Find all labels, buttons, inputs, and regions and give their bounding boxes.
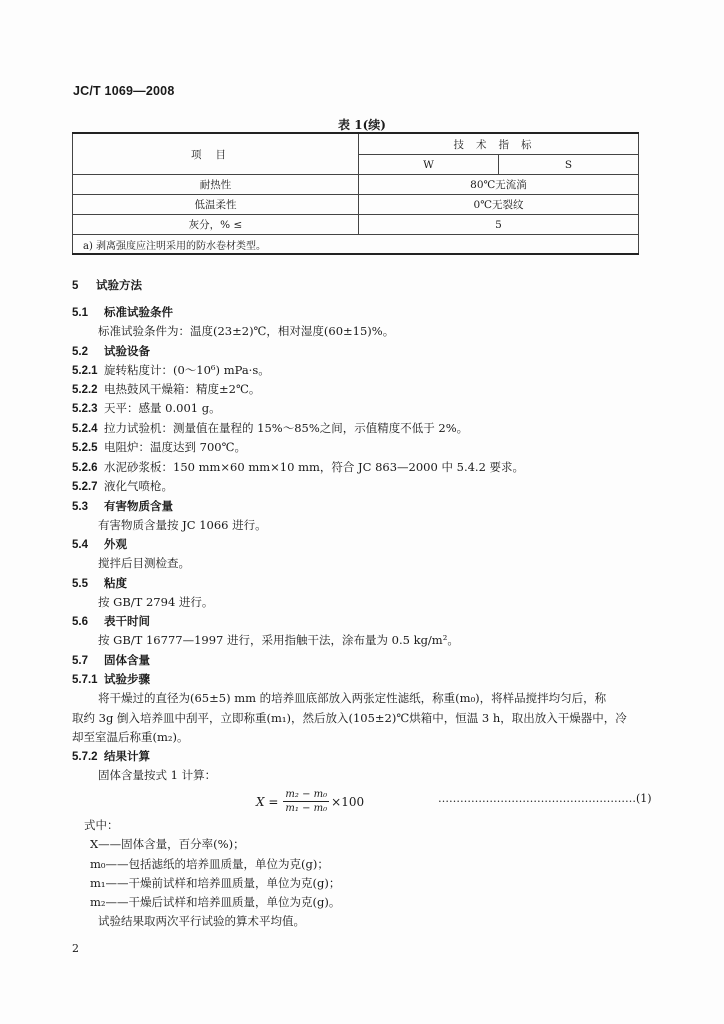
spec-table xyxy=(72,132,639,255)
section-heading: 5.6 表干时间 xyxy=(72,614,150,628)
subsection-item: 5.2.3 天平：感量 0.001 g。 xyxy=(72,401,221,415)
table-row xyxy=(73,215,639,235)
formula-fraction: $\frac{\text{m₂ − m₀}}{\text{m₁ − m₀}}$ xyxy=(285,789,328,814)
paragraph: 固体含量按式 1 计算： xyxy=(98,768,217,782)
row-item: 耐热性 xyxy=(73,175,359,195)
definition-line: m₀——包括滤纸的培养皿质量，单位为克(g)； xyxy=(90,857,329,871)
section-heading: 5.7.1 试验步骤 xyxy=(72,672,150,686)
item-header: 项目 xyxy=(73,133,359,175)
col-w-header: W xyxy=(358,155,498,175)
paragraph: 搅拌后目测检查。 xyxy=(98,556,190,570)
col-s-header: S xyxy=(498,155,638,175)
row-value: 0℃无裂纹 xyxy=(358,195,638,215)
section-heading: 5.5 粘度 xyxy=(72,576,127,590)
row-value: 5 xyxy=(358,215,638,235)
section-heading: 5.7.2 结果计算 xyxy=(72,749,150,763)
subsection-item: 5.2.1 旋转粘度计：(0～10⁶) mPa·s。 xyxy=(72,363,270,377)
table-caption: 表 1(续) xyxy=(338,118,386,132)
page-number: 2 xyxy=(72,942,79,955)
subsection-item: 5.2.7 液化气喷枪。 xyxy=(72,479,173,493)
formula-number: ………………………………………………(1) xyxy=(438,792,652,805)
paragraph-line: 却至室温后称重(m₂)。 xyxy=(72,730,189,744)
paragraph: 试验结果取两次平行试验的算术平均值。 xyxy=(98,914,305,928)
table-row xyxy=(73,195,639,215)
paragraph: 有害物质含量按 JC 1066 进行。 xyxy=(98,518,267,532)
standard-code: JC/T 1069—2008 xyxy=(73,84,175,98)
row-item: 灰分，% ≤ xyxy=(73,215,359,235)
table-note: a) 剥离强度应注明采用的防水卷材类型。 xyxy=(73,235,639,255)
paragraph-line: 将干燥过的直径为(65±5) mm 的培养皿底部放入两张定性滤纸，称重(m₀)，将样品搅拌均匀后，称 xyxy=(98,691,607,705)
solid-content-formula: X = $\frac{\text{m₂ − m₀}}{\text{m₁ − m₀}}$ ×100 xyxy=(256,789,365,814)
section-heading: 5.2 试验设备 xyxy=(72,344,150,358)
table-row xyxy=(73,175,639,195)
paragraph: 标准试验条件为：温度(23±2)℃，相对湿度(60±15)%。 xyxy=(98,324,395,338)
subsection-item: 5.2.6 水泥砂浆板：150 mm×60 mm×10 mm，符合 JC 863—2000 中 5.4.2 要求。 xyxy=(72,460,525,474)
definition-line: m₂——干燥后试样和培养皿质量，单位为克(g)。 xyxy=(90,895,341,909)
where-label: 式中： xyxy=(84,818,119,832)
section-heading: 5.4 外观 xyxy=(72,537,127,551)
subsection-item: 5.2.4 拉力试验机：测量值在量程的 15%～85%之间，示值精度不低于 2%。 xyxy=(72,421,469,435)
row-value: 80℃无流淌 xyxy=(358,175,638,195)
row-item: 低温柔性 xyxy=(73,195,359,215)
paragraph-line: 取约 3g 倒入培养皿中刮平，立即称重(m₁)，然后放入(105±2)℃烘箱中，恒温 3 h，取出放入干燥器中，冷 xyxy=(72,711,627,725)
subsection-item: 5.2.5 电阻炉：温度达到 700℃。 xyxy=(72,440,246,454)
section-heading: 5 试验方法 xyxy=(72,278,142,292)
section-heading: 5.7 固体含量 xyxy=(72,653,150,667)
paragraph: 按 GB/T 16777—1997 进行，采用指触干法，涂布量为 0.5 kg/m²。 xyxy=(98,633,459,647)
definition-line: X——固体含量，百分率(%)； xyxy=(90,837,245,851)
definition-line: m₁——干燥前试样和培养皿质量，单位为克(g)； xyxy=(90,876,341,890)
section-heading: 5.1 标准试验条件 xyxy=(72,305,173,319)
section-heading: 5.3 有害物质含量 xyxy=(72,499,173,513)
subsection-item: 5.2.2 电热鼓风干燥箱：精度±2℃。 xyxy=(72,382,261,396)
paragraph: 按 GB/T 2794 进行。 xyxy=(98,595,214,609)
tech-header: 技术指标 xyxy=(358,133,638,155)
